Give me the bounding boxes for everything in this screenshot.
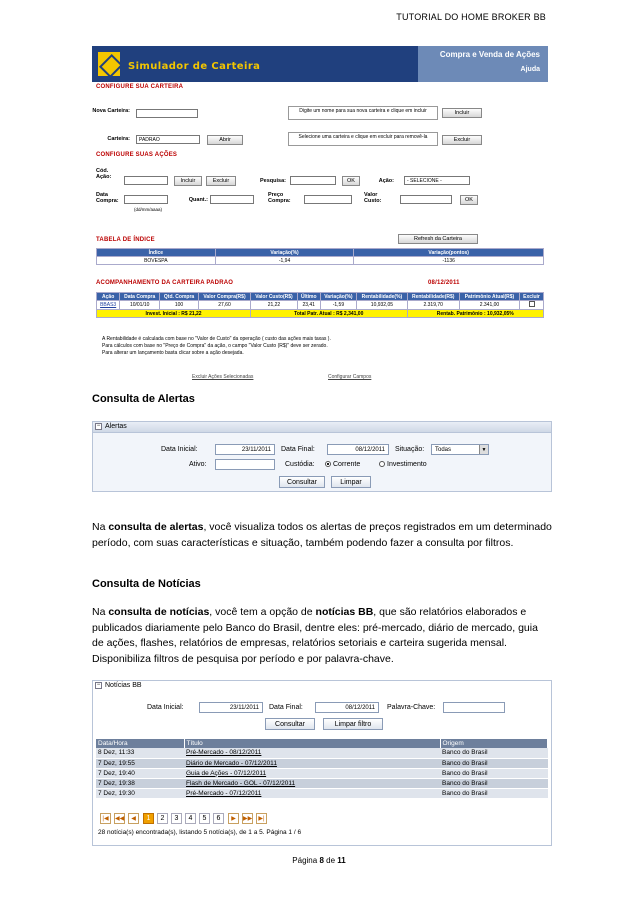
acomp-header: Qtd. Compra	[160, 293, 199, 301]
total-pages: 11	[337, 856, 346, 865]
page-number[interactable]: 4	[185, 813, 196, 824]
invest-inicial: Invest. Inicial : R$ 21,22	[97, 310, 251, 318]
acomp-header: Patrimônio Atual(R$)	[459, 293, 519, 301]
data-inicial-input[interactable]: 23/11/2011	[215, 444, 275, 455]
indice-header: Variação(pontos)	[354, 249, 544, 257]
collapse-icon[interactable]: −	[96, 681, 101, 688]
situacao-label: Situação:	[395, 446, 425, 453]
investimento-label: Investimento	[387, 461, 427, 468]
section-tabela-indice: TABELA DE ÍNDICE	[96, 237, 155, 243]
pesquisa-ok-button[interactable]: OK	[342, 176, 360, 186]
prev-page-icon[interactable]: ◀	[128, 813, 139, 824]
table-row[interactable]	[96, 758, 548, 768]
text-run: Na	[92, 606, 109, 618]
indice-table	[96, 248, 544, 265]
nova-carteira-input[interactable]	[136, 109, 198, 118]
paragraph-noticias	[92, 605, 552, 667]
excluir-acao-button[interactable]: Excluir	[206, 176, 236, 186]
paragraph-alertas	[92, 520, 552, 551]
current-page: 8	[319, 856, 324, 865]
abrir-button[interactable]: Abrir	[207, 135, 243, 145]
acomp-cell: 27,60	[198, 301, 250, 310]
row-date: 7 Dez, 19:55	[96, 758, 184, 768]
noticias-table	[96, 739, 548, 799]
page-number[interactable]: 6	[213, 813, 224, 824]
text-run: Na	[92, 521, 109, 533]
acomp-header: Rentabilidade(R$)	[407, 293, 459, 301]
news-title-link[interactable]: Diário de Mercado - 07/12/2011	[184, 758, 440, 768]
consultar-button[interactable]: Consultar	[279, 476, 325, 488]
page-number[interactable]: 3	[171, 813, 182, 824]
table-row[interactable]	[96, 778, 548, 788]
ativo-input[interactable]	[215, 459, 275, 470]
nova-carteira-label: Nova Carteira:	[92, 108, 130, 114]
data-final-label: Data Final:	[281, 446, 315, 453]
alertas-panel-title: Alertas	[105, 423, 127, 430]
data-compra-label: Data Compra:	[96, 192, 119, 204]
first-page-icon[interactable]: |◀	[100, 813, 111, 824]
palavra-chave-input[interactable]	[443, 702, 505, 713]
situacao-value: Todas	[435, 447, 452, 453]
footer-text: de	[323, 856, 338, 865]
acomp-header: Valor Custo(R$)	[251, 293, 298, 301]
page-footer	[0, 856, 638, 865]
corrente-label: Corrente	[333, 461, 361, 468]
page-number[interactable]: 5	[199, 813, 210, 824]
row-origin: Banco do Brasil	[440, 748, 548, 758]
excluir-carteira-button[interactable]: Excluir	[442, 135, 482, 145]
corrente-radio[interactable]	[325, 461, 360, 468]
pesquisa-input[interactable]	[290, 176, 336, 185]
acomp-header: Rentabilidade(%)	[357, 293, 407, 301]
pagination-status: 28 notícia(s) encontrada(s), listando 5 notícia(s), de 1 a 5. Página 1 / 6	[98, 829, 302, 836]
simulador-carteira	[92, 46, 548, 386]
acomp-header: Último	[297, 293, 320, 301]
row-origin: Banco do Brasil	[440, 788, 548, 798]
excluir-selecionadas-link[interactable]: Excluir Ações Selecionadas	[192, 374, 254, 380]
note-line: Para alterar um lançamento basta clicar sobre a ação desejada.	[102, 350, 244, 356]
acomp-header: Variação(%)	[320, 293, 357, 301]
row-origin: Banco do Brasil	[440, 768, 548, 778]
text-run: , você tem a opção de	[209, 606, 316, 618]
row-origin: Banco do Brasil	[440, 778, 548, 788]
preco-compra-input[interactable]	[304, 195, 352, 204]
row-date: 7 Dez, 19:30	[96, 788, 184, 798]
text-bold: notícias BB	[315, 606, 374, 618]
acao-select[interactable]: - SELECIONE -	[404, 176, 470, 185]
nova-carteira-note: Digite um nome para sua nova carteira e clique em incluir	[288, 106, 438, 120]
collapse-icon[interactable]: −	[96, 422, 101, 429]
col-header[interactable]: Origem	[440, 739, 548, 748]
carteira-note: Selecione uma carteira e clique em excluir para removê-la	[288, 132, 438, 146]
row-date: 7 Dez, 19:38	[96, 778, 184, 788]
data-inicial-label: Data Inicial:	[161, 446, 198, 453]
note-line: A Rentabilidade é calculada com base no "Valor de Custo" da operação ( custo das ações mais taxas ).	[102, 336, 331, 342]
table-row[interactable]	[96, 768, 548, 778]
indice-header: Índice	[97, 249, 216, 257]
acomp-header: Data Compra	[120, 293, 160, 301]
next-page-icon[interactable]: ▶	[228, 813, 239, 824]
cod-acao-label: Cód. Ação:	[96, 168, 112, 180]
incluir-carteira-button[interactable]: Incluir	[442, 108, 482, 118]
acomp-cell: 2.319,70	[407, 301, 459, 310]
acomp-cell: -1,59	[320, 301, 357, 310]
indice-cell: BOVESPA	[97, 257, 216, 265]
prev-fast-icon[interactable]: ◀◀	[114, 813, 125, 824]
indice-header: Variação(%)	[215, 249, 354, 257]
acomp-cell: 21,22	[251, 301, 298, 310]
acao-label: Ação:	[378, 178, 394, 184]
banner-right-title: Compra e Venda de Ações	[439, 50, 540, 59]
section-acompanhamento: ACOMPANHAMENTO DA CARTEIRA PADRAO	[96, 280, 234, 286]
noticias-heading: Consulta de Notícias	[92, 578, 201, 590]
col-header[interactable]: Título	[184, 739, 440, 748]
acomp-cell: 23,41	[297, 301, 320, 310]
last-page-icon[interactable]: ▶|	[256, 813, 267, 824]
valor-custo-input[interactable]	[400, 195, 452, 204]
total-patrimonio: Total Patr. Atual : R$ 2,341,00	[251, 310, 408, 318]
alertas-panel	[92, 421, 552, 492]
date-hint: (dd/mm/aaaa)	[134, 207, 163, 212]
section-configure-acoes: CONFIGURE SUAS AÇÕES	[96, 152, 178, 158]
configurar-campos-link[interactable]: Configurar Campos	[328, 374, 372, 380]
col-header[interactable]: Data/Hora	[96, 739, 184, 748]
data-final-label: Data Final:	[269, 704, 303, 711]
news-title-link[interactable]: Guia de Ações - 07/12/2011	[184, 768, 440, 778]
indice-cell: -1,94	[215, 257, 354, 265]
rentab-patrimonio: Rentab. Patrimônio : 10,932,05%	[407, 310, 543, 318]
data-inicial-label: Data Inicial:	[147, 704, 184, 711]
news-title-link[interactable]: Pré-Mercado - 07/12/2011	[184, 788, 440, 798]
acompanhamento-date: 08/12/2011	[428, 280, 460, 286]
acomp-cell: 2.341,00	[459, 301, 519, 310]
quant-label: Quant.:	[188, 197, 208, 203]
preco-ok-button[interactable]: OK	[460, 195, 478, 205]
text-bold: consulta de notícias	[108, 606, 210, 618]
indice-cell: -1136	[354, 257, 544, 265]
simulator-banner	[92, 46, 548, 82]
noticias-panel-header[interactable]	[93, 681, 551, 692]
acomp-cell: 10,932,05	[357, 301, 407, 310]
chevron-down-icon[interactable]: ▼	[479, 445, 488, 454]
bb-logo-icon	[98, 52, 120, 76]
help-link[interactable]: Ajuda	[520, 66, 540, 73]
table-row[interactable]	[96, 788, 548, 798]
investimento-radio[interactable]	[379, 461, 427, 468]
incluir-acao-button[interactable]: Incluir	[174, 176, 202, 186]
data-final-input[interactable]: 08/12/2011	[315, 702, 379, 713]
acomp-header: Valor Compra(R$)	[198, 293, 250, 301]
limpar-filtro-button[interactable]: Limpar filtro	[323, 718, 383, 730]
radio-icon[interactable]	[379, 461, 385, 467]
text-run: , você visualiza todos os alertas de preços registrados em um determinado período, com suas características e situação, também podendo fazer a consulta por filtros.	[92, 521, 552, 549]
custodia-label: Custódia:	[285, 461, 315, 468]
next-fast-icon[interactable]: ▶▶	[242, 813, 253, 824]
page-number[interactable]: 1	[143, 813, 154, 824]
news-title-link[interactable]: Flash de Mercado - GOL - 07/12/2011	[184, 778, 440, 788]
row-date: 8 Dez, 11:33	[96, 748, 184, 758]
acomp-header: Excluir	[520, 293, 544, 301]
news-title-link[interactable]: Pré-Mercado - 08/12/2011	[184, 748, 440, 758]
alertas-panel-header[interactable]	[93, 422, 551, 433]
refresh-carteira-button[interactable]: Refresh da Carteira	[398, 234, 478, 244]
preco-compra-label: Preço Compra:	[268, 192, 291, 204]
valor-custo-label: Valor Custo:	[364, 192, 382, 204]
row-date: 7 Dez, 19:40	[96, 768, 184, 778]
note-line: Para cálculos com base no "Preço de Compra" da ação, o campo "Valor Custo (R$)" deve ser zerado.	[102, 343, 328, 349]
quant-input[interactable]	[210, 195, 254, 204]
acomp-header: Ação	[97, 293, 120, 301]
palavra-chave-label: Palavra-Chave:	[387, 704, 436, 711]
excluir-checkbox[interactable]	[520, 301, 544, 310]
carteira-select[interactable]: PADRAO	[136, 135, 200, 144]
footer-text: Página	[292, 856, 320, 865]
section-configure-carteira: CONFIGURE SUA CARTEIRA	[96, 84, 184, 90]
acomp-cell: 100	[160, 301, 199, 310]
carteira-label: Carteira:	[107, 136, 130, 142]
text-run: , que são relatórios elaborados e publicados diariamente pelo Banco do Brasil, dentre eles: pré-mercado, diário de mercado, guia de ações, flashes, relatórios de empresas, relatórios setoriais e carteira sugerida mensal. Disponibiliza filtros de pesquisa por período e por palavra-chave.	[92, 606, 538, 665]
ativo-label: Ativo:	[189, 461, 207, 468]
table-row[interactable]	[96, 748, 548, 758]
acomp-cell: 10/01/10	[120, 301, 160, 310]
alertas-heading: Consulta de Alertas	[92, 393, 195, 405]
data-compra-input[interactable]	[124, 195, 168, 204]
acao-link[interactable]: BBAS3	[97, 301, 120, 310]
simulator-title: Simulador de Carteira	[128, 61, 261, 72]
cod-acao-input[interactable]	[124, 176, 168, 185]
data-inicial-input[interactable]: 23/11/2011	[199, 702, 263, 713]
limpar-button[interactable]: Limpar	[331, 476, 371, 488]
radio-selected-icon[interactable]	[325, 461, 331, 467]
data-final-input[interactable]: 08/12/2011	[327, 444, 389, 455]
page-header: TUTORIAL DO HOME BROKER BB	[396, 12, 546, 22]
row-origin: Banco do Brasil	[440, 758, 548, 768]
pesquisa-label: Pesquisa:	[260, 178, 286, 184]
consultar-button[interactable]: Consultar	[265, 718, 315, 730]
page-number[interactable]: 2	[157, 813, 168, 824]
situacao-select[interactable]	[431, 444, 489, 455]
acompanhamento-table	[96, 292, 544, 318]
text-bold: consulta de alertas	[108, 521, 204, 533]
noticias-panel-title: Notícias BB	[105, 682, 142, 689]
